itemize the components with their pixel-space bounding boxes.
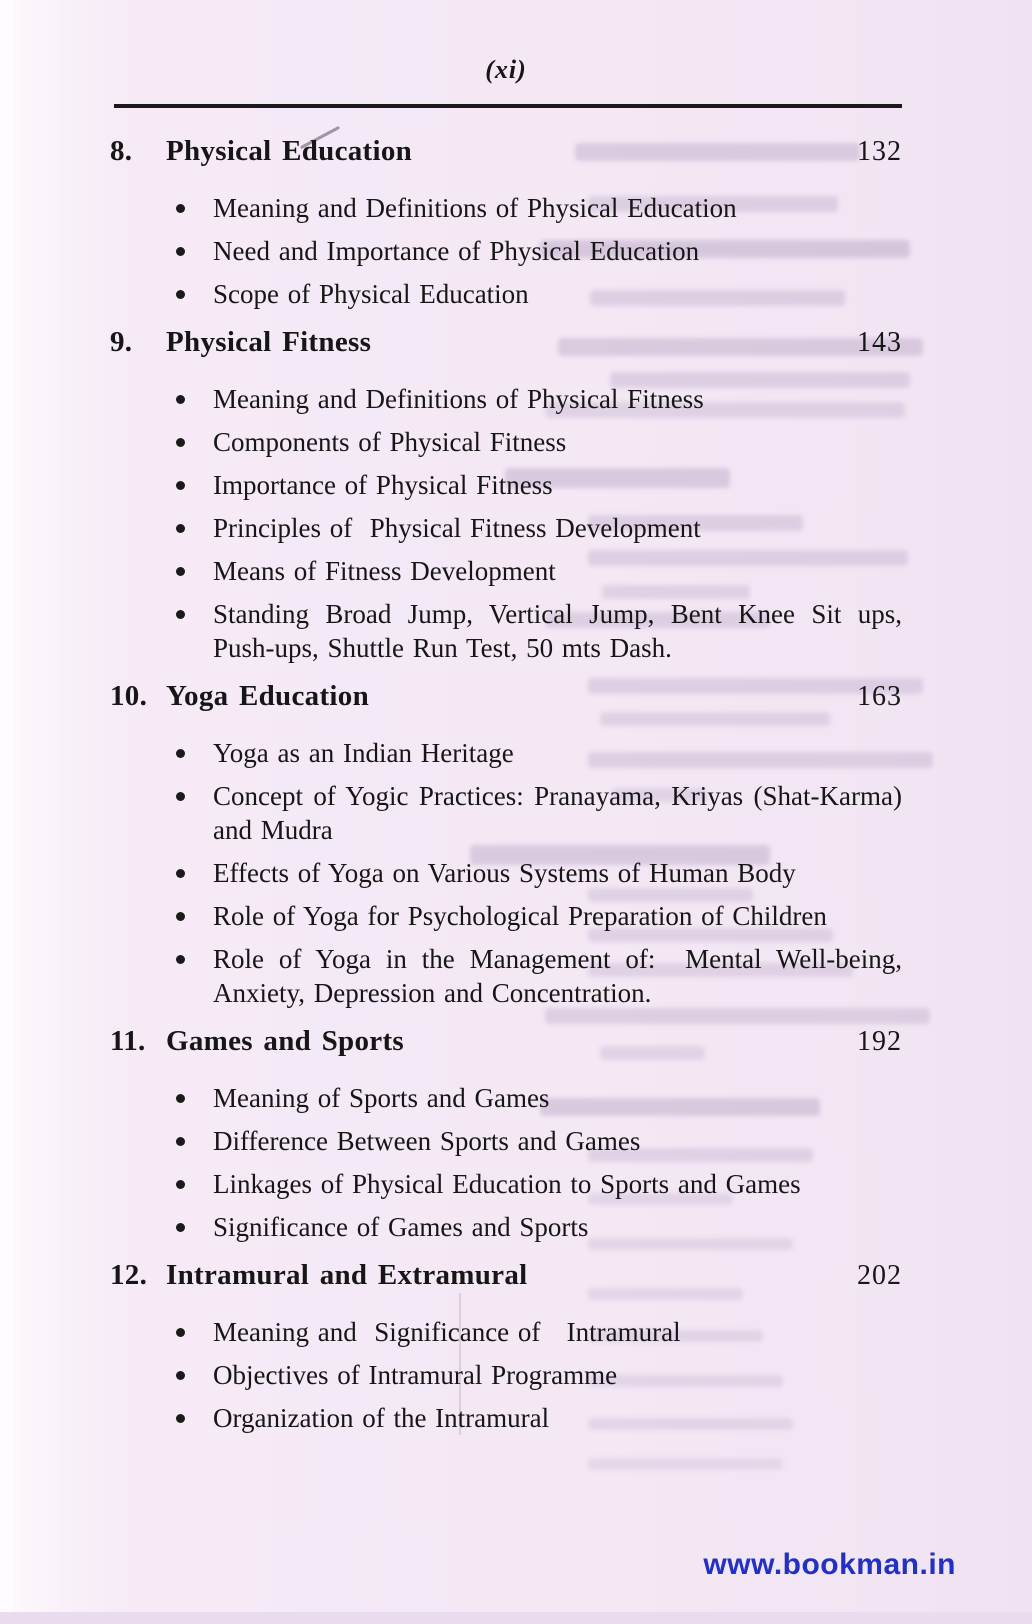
section-page-number: 132	[857, 136, 902, 167]
section-number: 12.	[110, 1259, 148, 1291]
toc-item-text: Means of Fitness Development	[213, 556, 556, 586]
toc-item	[110, 1358, 902, 1392]
toc-section	[110, 132, 902, 311]
page-left-edge	[0, 0, 14, 1624]
toc-item	[110, 468, 902, 502]
toc-item-text: Role of Yoga in the Management of: Mental Well-being, Anxiety, Depression and Concentration.	[213, 944, 910, 1008]
section-page-number: 192	[857, 1026, 902, 1057]
toc-item	[110, 942, 910, 1010]
section-page-number: 143	[857, 327, 902, 358]
toc-item-text: Meaning of Sports and Games	[213, 1083, 550, 1113]
toc-item-text: Difference Between Sports and Games	[213, 1126, 641, 1156]
section-title: Physical Education	[166, 135, 413, 167]
toc-item	[110, 1081, 902, 1115]
toc-section	[110, 677, 911, 1010]
toc-item-text: Role of Yoga for Psychological Preparation of Children	[213, 901, 827, 931]
toc-section	[110, 323, 911, 665]
page-content	[110, 54, 911, 1445]
section-number: 8.	[110, 135, 133, 167]
toc-item-text: Objectives of Intramural Programme	[213, 1360, 618, 1390]
toc-item-text: Organization of the Intramural	[213, 1403, 550, 1433]
bullet-icon	[176, 1223, 185, 1232]
bullet-icon	[176, 1371, 185, 1380]
bullet-icon	[176, 567, 185, 576]
toc-item-text: Components of Physical Fitness	[213, 427, 567, 457]
section-heading	[110, 323, 902, 362]
section-page-number: 202	[857, 1260, 902, 1291]
toc-item-text: Meaning and Significance of Intramural	[213, 1317, 681, 1347]
bullet-icon	[176, 438, 185, 447]
toc-item	[110, 277, 902, 311]
section-heading	[110, 1022, 902, 1061]
bullet-icon	[176, 869, 185, 878]
toc-item	[110, 1315, 902, 1349]
toc-list	[110, 132, 911, 1435]
toc-item	[110, 899, 902, 933]
section-page-number: 163	[857, 681, 902, 712]
section-title: Intramural and Extramural	[166, 1259, 528, 1291]
bullet-icon	[176, 912, 185, 921]
bullet-icon	[176, 290, 185, 299]
toc-item	[110, 382, 902, 416]
toc-item-text: Concept of Yogic Practices: Pranayama, Kriyas (Shat-Karma) and Mudra	[213, 781, 911, 845]
toc-item-text: Standing Broad Jump, Vertical Jump, Bent Knee Sit ups, Push-ups, Shuttle Run Test, 50 mts Dash.	[213, 599, 911, 663]
bullet-icon	[176, 1094, 185, 1103]
toc-item	[110, 1124, 902, 1158]
toc-section	[110, 1256, 902, 1435]
toc-item	[110, 856, 902, 890]
toc-item	[110, 234, 902, 268]
toc-item	[110, 1210, 902, 1244]
toc-item-text: Scope of Physical Education	[213, 279, 529, 309]
page-bottom-edge	[0, 1612, 1032, 1624]
toc-item	[110, 425, 902, 459]
bullet-icon	[176, 247, 185, 256]
bullet-icon	[176, 204, 185, 213]
toc-item-text: Principles of Physical Fitness Development	[213, 513, 701, 543]
bullet-icon	[176, 481, 185, 490]
section-title: Yoga Education	[166, 680, 369, 712]
section-items	[110, 382, 911, 665]
toc-item-text: Effects of Yoga on Various Systems of Human Body	[213, 858, 796, 888]
toc-item-text: Meaning and Definitions of Physical Education	[213, 193, 737, 223]
toc-item	[110, 554, 902, 588]
toc-item	[110, 511, 902, 545]
section-title: Physical Fitness	[166, 326, 372, 358]
bullet-icon	[176, 1180, 185, 1189]
section-items	[110, 1315, 902, 1435]
bullet-icon	[176, 1414, 185, 1423]
bullet-icon	[176, 792, 185, 801]
section-items	[110, 736, 911, 1010]
toc-item	[110, 1167, 902, 1201]
toc-item	[110, 597, 911, 665]
section-number: 9.	[110, 326, 133, 358]
toc-item-text: Significance of Games and Sports	[213, 1212, 589, 1242]
toc-item	[110, 1401, 902, 1435]
bleedthrough-line	[588, 1458, 783, 1470]
toc-item-text: Yoga as an Indian Heritage	[213, 738, 514, 768]
section-number: 10.	[110, 680, 148, 712]
section-items	[110, 1081, 902, 1244]
toc-item	[110, 191, 902, 225]
section-heading	[110, 132, 902, 171]
toc-item-text: Importance of Physical Fitness	[213, 470, 553, 500]
toc-item-text: Linkages of Physical Education to Sports and Games	[213, 1169, 801, 1199]
watermark-text: www.bookman.in	[703, 1548, 956, 1581]
toc-section	[110, 1022, 902, 1244]
section-items	[110, 191, 902, 311]
bullet-icon	[176, 524, 185, 533]
section-number: 11.	[110, 1025, 146, 1057]
bullet-icon	[176, 1137, 185, 1146]
page-number-roman: (xi)	[485, 55, 527, 84]
bullet-icon	[176, 395, 185, 404]
toc-item-text: Meaning and Definitions of Physical Fitness	[213, 384, 704, 414]
toc-item-text: Need and Importance of Physical Education	[213, 236, 700, 266]
bullet-icon	[176, 955, 185, 964]
section-heading	[110, 1256, 902, 1295]
bullet-icon	[176, 1328, 185, 1337]
bullet-icon	[176, 749, 185, 758]
toc-item	[110, 779, 911, 847]
toc-item	[110, 736, 902, 770]
section-title: Games and Sports	[166, 1025, 404, 1057]
bullet-icon	[176, 610, 185, 619]
section-heading	[110, 677, 902, 716]
header-rule	[114, 104, 902, 108]
